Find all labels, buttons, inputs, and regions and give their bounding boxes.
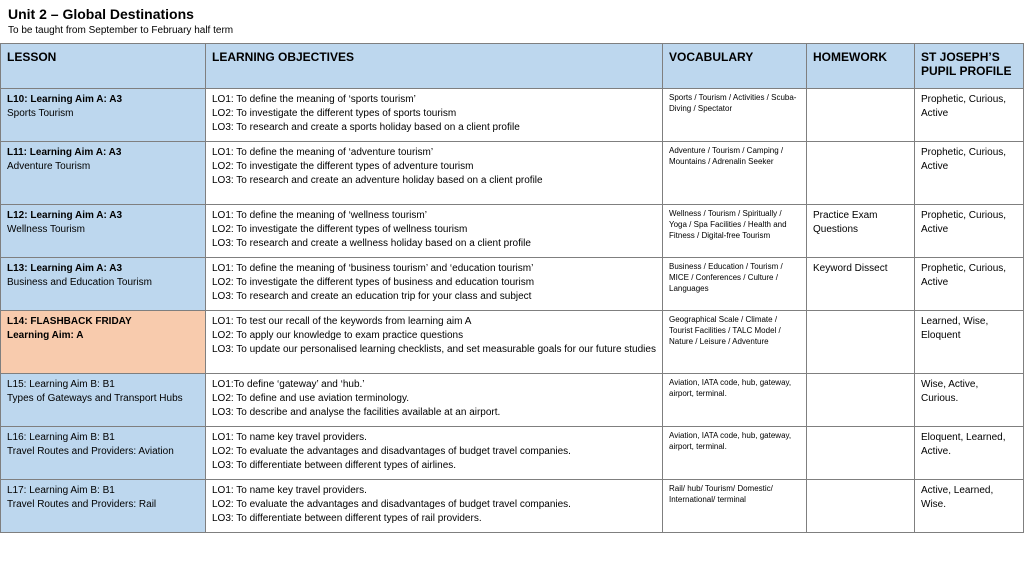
- lesson-code: L12: Learning Aim A: A3: [7, 210, 123, 221]
- header-vocabulary: VOCABULARY: [663, 44, 807, 89]
- header-lesson: LESSON: [1, 44, 206, 89]
- learning-objective: LO2: To evaluate the advantages and disadvantages of budget travel companies.: [212, 446, 571, 457]
- lesson-table: [0, 43, 1024, 533]
- learning-objective: LO3: To update our personalised learning checklists, and set measurable goals for our future studies: [212, 344, 656, 355]
- header-profile: ST JOSEPH’S PUPIL PROFILE: [915, 44, 1024, 89]
- lesson-cell: [1, 142, 206, 205]
- page-subtitle: To be taught from September to February half term: [8, 25, 234, 36]
- header-homework: HOMEWORK: [807, 44, 915, 89]
- profile-cell: Prophetic, Curious, Active: [915, 89, 1024, 142]
- vocabulary-cell: Aviation, IATA code, hub, gateway, airport, terminal.: [663, 427, 807, 480]
- learning-objective: LO1: To test our recall of the keywords from learning aim A: [212, 316, 472, 327]
- vocabulary-cell: Wellness / Tourism / Spiritually / Yoga / Spa Facilities / Health and Fitness / Digital-free Tourism: [663, 205, 807, 258]
- learning-objective: LO3: To research and create a wellness holiday based on a client profile: [212, 238, 531, 249]
- lesson-code: L15: Learning Aim B: B1: [7, 379, 115, 390]
- table-header-row: [1, 44, 1024, 89]
- learning-objective: LO1: To define the meaning of ‘wellness tourism’: [212, 210, 427, 221]
- objectives-cell: [206, 427, 663, 480]
- learning-objective: LO2: To investigate the different types of business and education tourism: [212, 277, 535, 288]
- lesson-cell: [1, 374, 206, 427]
- homework-cell: Practice Exam Questions: [807, 205, 915, 258]
- vocabulary-cell: Adventure / Tourism / Camping / Mountains / Adrenalin Seeker: [663, 142, 807, 205]
- lesson-title: Travel Routes and Providers: Aviation: [7, 446, 174, 457]
- lesson-title: Business and Education Tourism: [7, 277, 152, 288]
- profile-cell: Eloquent, Learned, Active.: [915, 427, 1024, 480]
- learning-objective: LO3: To differentiate between different types of airlines.: [212, 460, 457, 471]
- profile-cell: Active, Learned, Wise.: [915, 480, 1024, 533]
- lesson-title: Wellness Tourism: [7, 224, 85, 235]
- learning-objective: LO2: To apply our knowledge to exam practice questions: [212, 330, 464, 341]
- table-body: [1, 89, 1024, 533]
- lesson-cell: [1, 258, 206, 311]
- header-objectives: LEARNING OBJECTIVES: [206, 44, 663, 89]
- learning-objective: LO1: To name key travel providers.: [212, 485, 367, 496]
- learning-objective: LO2: To evaluate the advantages and disadvantages of budget travel companies.: [212, 499, 571, 510]
- learning-objective: LO3: To research and create an education trip for your class and subject: [212, 291, 532, 302]
- vocabulary-cell: Aviation, IATA code, hub, gateway, airport, terminal.: [663, 374, 807, 427]
- table-row: [1, 480, 1024, 533]
- learning-objective: LO3: To research and create a sports holiday based on a client profile: [212, 122, 520, 133]
- objectives-cell: [206, 374, 663, 427]
- lesson-code: L11: Learning Aim A: A3: [7, 147, 122, 158]
- learning-objective: LO1: To define the meaning of ‘business tourism’ and ‘education tourism’: [212, 263, 534, 274]
- table-row: [1, 258, 1024, 311]
- profile-cell: Prophetic, Curious, Active: [915, 142, 1024, 205]
- table-row: [1, 205, 1024, 258]
- objectives-cell: [206, 311, 663, 374]
- learning-objective: LO2: To investigate the different types of wellness tourism: [212, 224, 468, 235]
- profile-cell: Prophetic, Curious, Active: [915, 205, 1024, 258]
- learning-objective: LO3: To research and create an adventure holiday based on a client profile: [212, 175, 543, 186]
- learning-objective: LO1: To define the meaning of ‘adventure tourism’: [212, 147, 434, 158]
- lesson-title: Types of Gateways and Transport Hubs: [7, 393, 183, 404]
- vocabulary-cell: Geographical Scale / Climate / Tourist Facilities / TALC Model / Nature / Leisure / Adventure: [663, 311, 807, 374]
- table-row: [1, 311, 1024, 374]
- learning-objective: LO3: To describe and analyse the facilities available at an airport.: [212, 407, 501, 418]
- vocabulary-cell: Rail/ hub/ Tourism/ Domestic/ International/ terminal: [663, 480, 807, 533]
- learning-objective: LO1: To name key travel providers.: [212, 432, 367, 443]
- learning-objective: LO2: To investigate the different types of adventure tourism: [212, 161, 474, 172]
- learning-objective: LO2: To define and use aviation terminology.: [212, 393, 409, 404]
- table-row: [1, 89, 1024, 142]
- lesson-title: Travel Routes and Providers: Rail: [7, 499, 157, 510]
- table-row: [1, 142, 1024, 205]
- learning-objective: LO1:To define ‘gateway’ and ‘hub.’: [212, 379, 365, 390]
- lesson-code: L17: Learning Aim B: B1: [7, 485, 115, 496]
- lesson-code: L14: FLASHBACK FRIDAY: [7, 316, 132, 327]
- objectives-cell: [206, 258, 663, 311]
- lesson-title: Learning Aim: A: [7, 330, 84, 341]
- homework-cell: [807, 142, 915, 205]
- lesson-cell: [1, 427, 206, 480]
- lesson-cell: [1, 480, 206, 533]
- vocabulary-cell: Business / Education / Tourism / MICE / Conferences / Culture / Languages: [663, 258, 807, 311]
- lesson-code: L10: Learning Aim A: A3: [7, 94, 123, 105]
- homework-cell: [807, 89, 915, 142]
- homework-cell: [807, 311, 915, 374]
- lesson-cell: [1, 89, 206, 142]
- homework-cell: [807, 480, 915, 533]
- table-row: [1, 374, 1024, 427]
- profile-cell: Wise, Active, Curious.: [915, 374, 1024, 427]
- learning-objective: LO1: To define the meaning of ‘sports tourism’: [212, 94, 416, 105]
- learning-objective: LO3: To differentiate between different types of rail providers.: [212, 513, 482, 524]
- objectives-cell: [206, 480, 663, 533]
- homework-cell: Keyword Dissect: [807, 258, 915, 311]
- page-title: Unit 2 – Global Destinations: [8, 6, 194, 22]
- table-row: [1, 427, 1024, 480]
- lesson-code: L16: Learning Aim B: B1: [7, 432, 115, 443]
- lesson-title: Adventure Tourism: [7, 161, 91, 172]
- profile-cell: Prophetic, Curious, Active: [915, 258, 1024, 311]
- homework-cell: [807, 427, 915, 480]
- learning-objective: LO2: To investigate the different types of sports tourism: [212, 108, 457, 119]
- objectives-cell: [206, 205, 663, 258]
- objectives-cell: [206, 142, 663, 205]
- objectives-cell: [206, 89, 663, 142]
- vocabulary-cell: Sports / Tourism / Activities / Scuba-Diving / Spectator: [663, 89, 807, 142]
- lesson-code: L13: Learning Aim A: A3: [7, 263, 123, 274]
- lesson-cell: [1, 205, 206, 258]
- homework-cell: [807, 374, 915, 427]
- lesson-cell: [1, 311, 206, 374]
- lesson-title: Sports Tourism: [7, 108, 74, 119]
- profile-cell: Learned, Wise, Eloquent: [915, 311, 1024, 374]
